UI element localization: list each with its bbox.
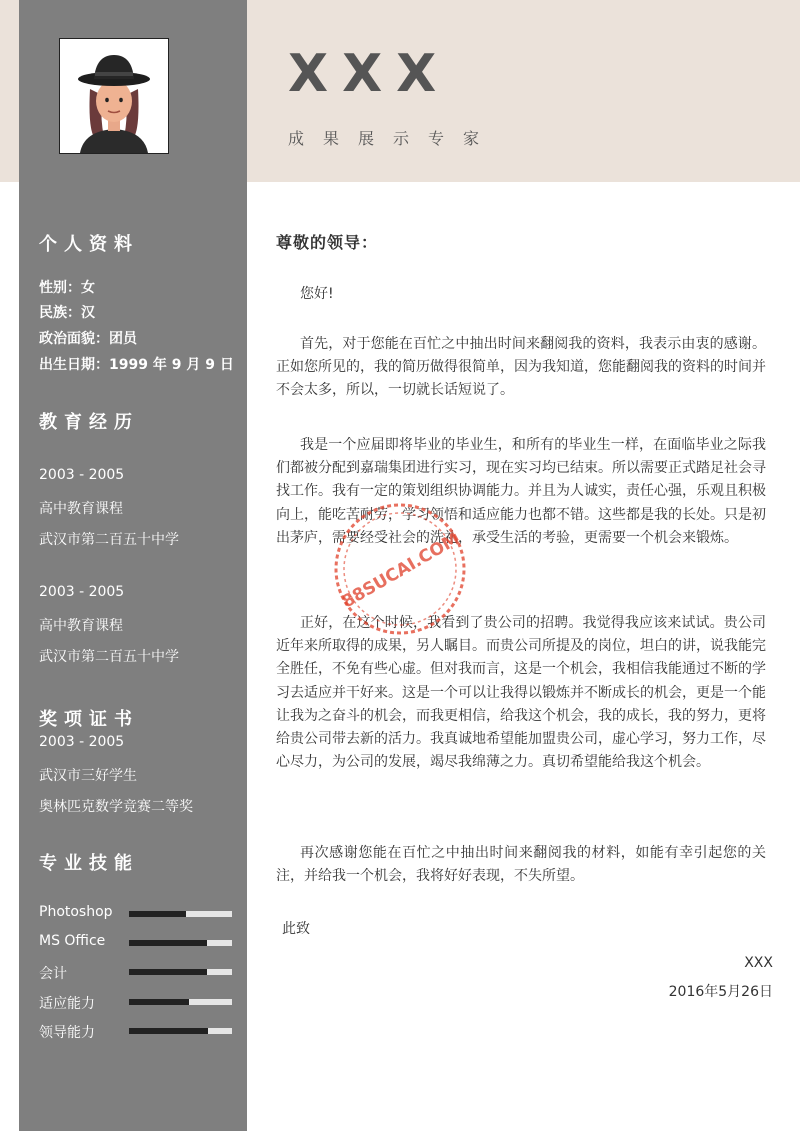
candidate-name: XXX [288,44,451,104]
avatar-illustration [60,39,168,153]
letter-signature: XXX [744,955,773,971]
gender-field: 性别：女 [39,280,95,296]
education-period: 2003 - 2005 [39,584,125,600]
education-course: 高中教育课程 [39,618,123,634]
letter-paragraph: 您好! [300,286,334,302]
skill-bar-fill [129,969,207,975]
skill-bar-fill [129,999,189,1005]
skill-bar [129,911,232,917]
awards-period: 2003 - 2005 [39,734,125,750]
skill-label: 会计 [39,966,67,982]
skill-bar-fill [129,940,207,946]
watermark-text: 88SUCAI.COM [338,529,464,613]
letter-paragraph: 我是一个应届即将毕业的毕业生，和所有的毕业生一样，在面临毕业之际我们都被分配到嘉瑞集团进行实习，现在实习均已结束。所以需要正式踏足社会寻找工作。我有一定的策划组织协调能力。并且为人诚实，责任心强，乐观且积极向上，能吃苦耐劳，学习领悟和适应能力也都不错。这些都是我的长处。只是初出茅庐，需要经受社会的洗礼，承受生活的考验，更需要一个机会来锻炼。 [276,437,766,546]
letter-paragraph: 再次感谢您能在百忙之中抽出时间来翻阅我的材料，如能有幸引起您的关注，并给我一个机会，我将好好表现，不失所望。 [276,845,766,885]
education-period: 2003 - 2005 [39,467,125,483]
education-course: 高中教育课程 [39,501,123,517]
education-section-title: 教育经历 [39,412,139,433]
letter-paragraph: 首先，对于您能在百忙之中抽出时间来翻阅我的资料，我表示由衷的感谢。正如您所见的，我的简历做得很简单，因为我知道，您能翻阅我的资料的时间并不会太多，所以，一切就长话短说了。 [276,336,766,399]
political-status-field: 政治面貌：团员 [39,331,137,347]
skill-bar [129,940,232,946]
skill-bar [129,1028,232,1034]
skill-bar-fill [129,1028,208,1034]
award-item: 奥林匹克数学竞赛二等奖 [39,799,193,815]
skill-label: Photoshop [39,904,113,920]
letter-paragraph: 正好，在这个时候，我看到了贵公司的招聘。我觉得我应该来试试。贵公司近年来所取得的成果，另人瞩目。而贵公司所提及的岗位，坦白的讲，说我能完全胜任，不免有些心虚。但对我而言，这是一个机会，我相信我能通过不断的学习去适应并干好来。这是一个可以让我得以锻炼并不断成长的机会，更是一个能让我为之奋斗的机会，而我更相信，给我这个机会，我的成长，我的努力，更将给贵公司带去新的活力。我真诚地希望能加盟贵公司，虚心学习，努力工作，尽心尽力，为公司的发展，竭尽我绵薄之力。真切希望能给我这个机会。 [276,615,766,771]
profile-section-title: 个人资料 [39,234,139,255]
skill-label: MS Office [39,933,106,949]
award-item: 武汉市三好学生 [39,768,137,784]
watermark-stamp [331,500,469,638]
skill-label: 领导能力 [39,1025,95,1041]
letter-closing: 此致 [282,921,310,937]
letter-salutation: 尊敬的领导： [276,233,379,252]
education-school: 武汉市第二百五十中学 [39,532,179,548]
candidate-title: 成果展示专家 [288,129,499,148]
skill-label: 适应能力 [39,996,95,1012]
awards-section-title: 奖项证书 [39,709,139,730]
letter-date: 2016年5月26日 [668,984,773,1000]
ethnicity-field: 民族：汉 [39,305,95,321]
birth-date-field: 出生日期：1999 年 9 月 9 日 [39,357,234,373]
skill-bar-fill [129,911,186,917]
sidebar [19,0,247,1131]
skill-bar [129,969,232,975]
skills-section-title: 专业技能 [39,853,139,874]
profile-photo [59,38,169,154]
education-school: 武汉市第二百五十中学 [39,649,179,665]
skill-bar [129,999,232,1005]
